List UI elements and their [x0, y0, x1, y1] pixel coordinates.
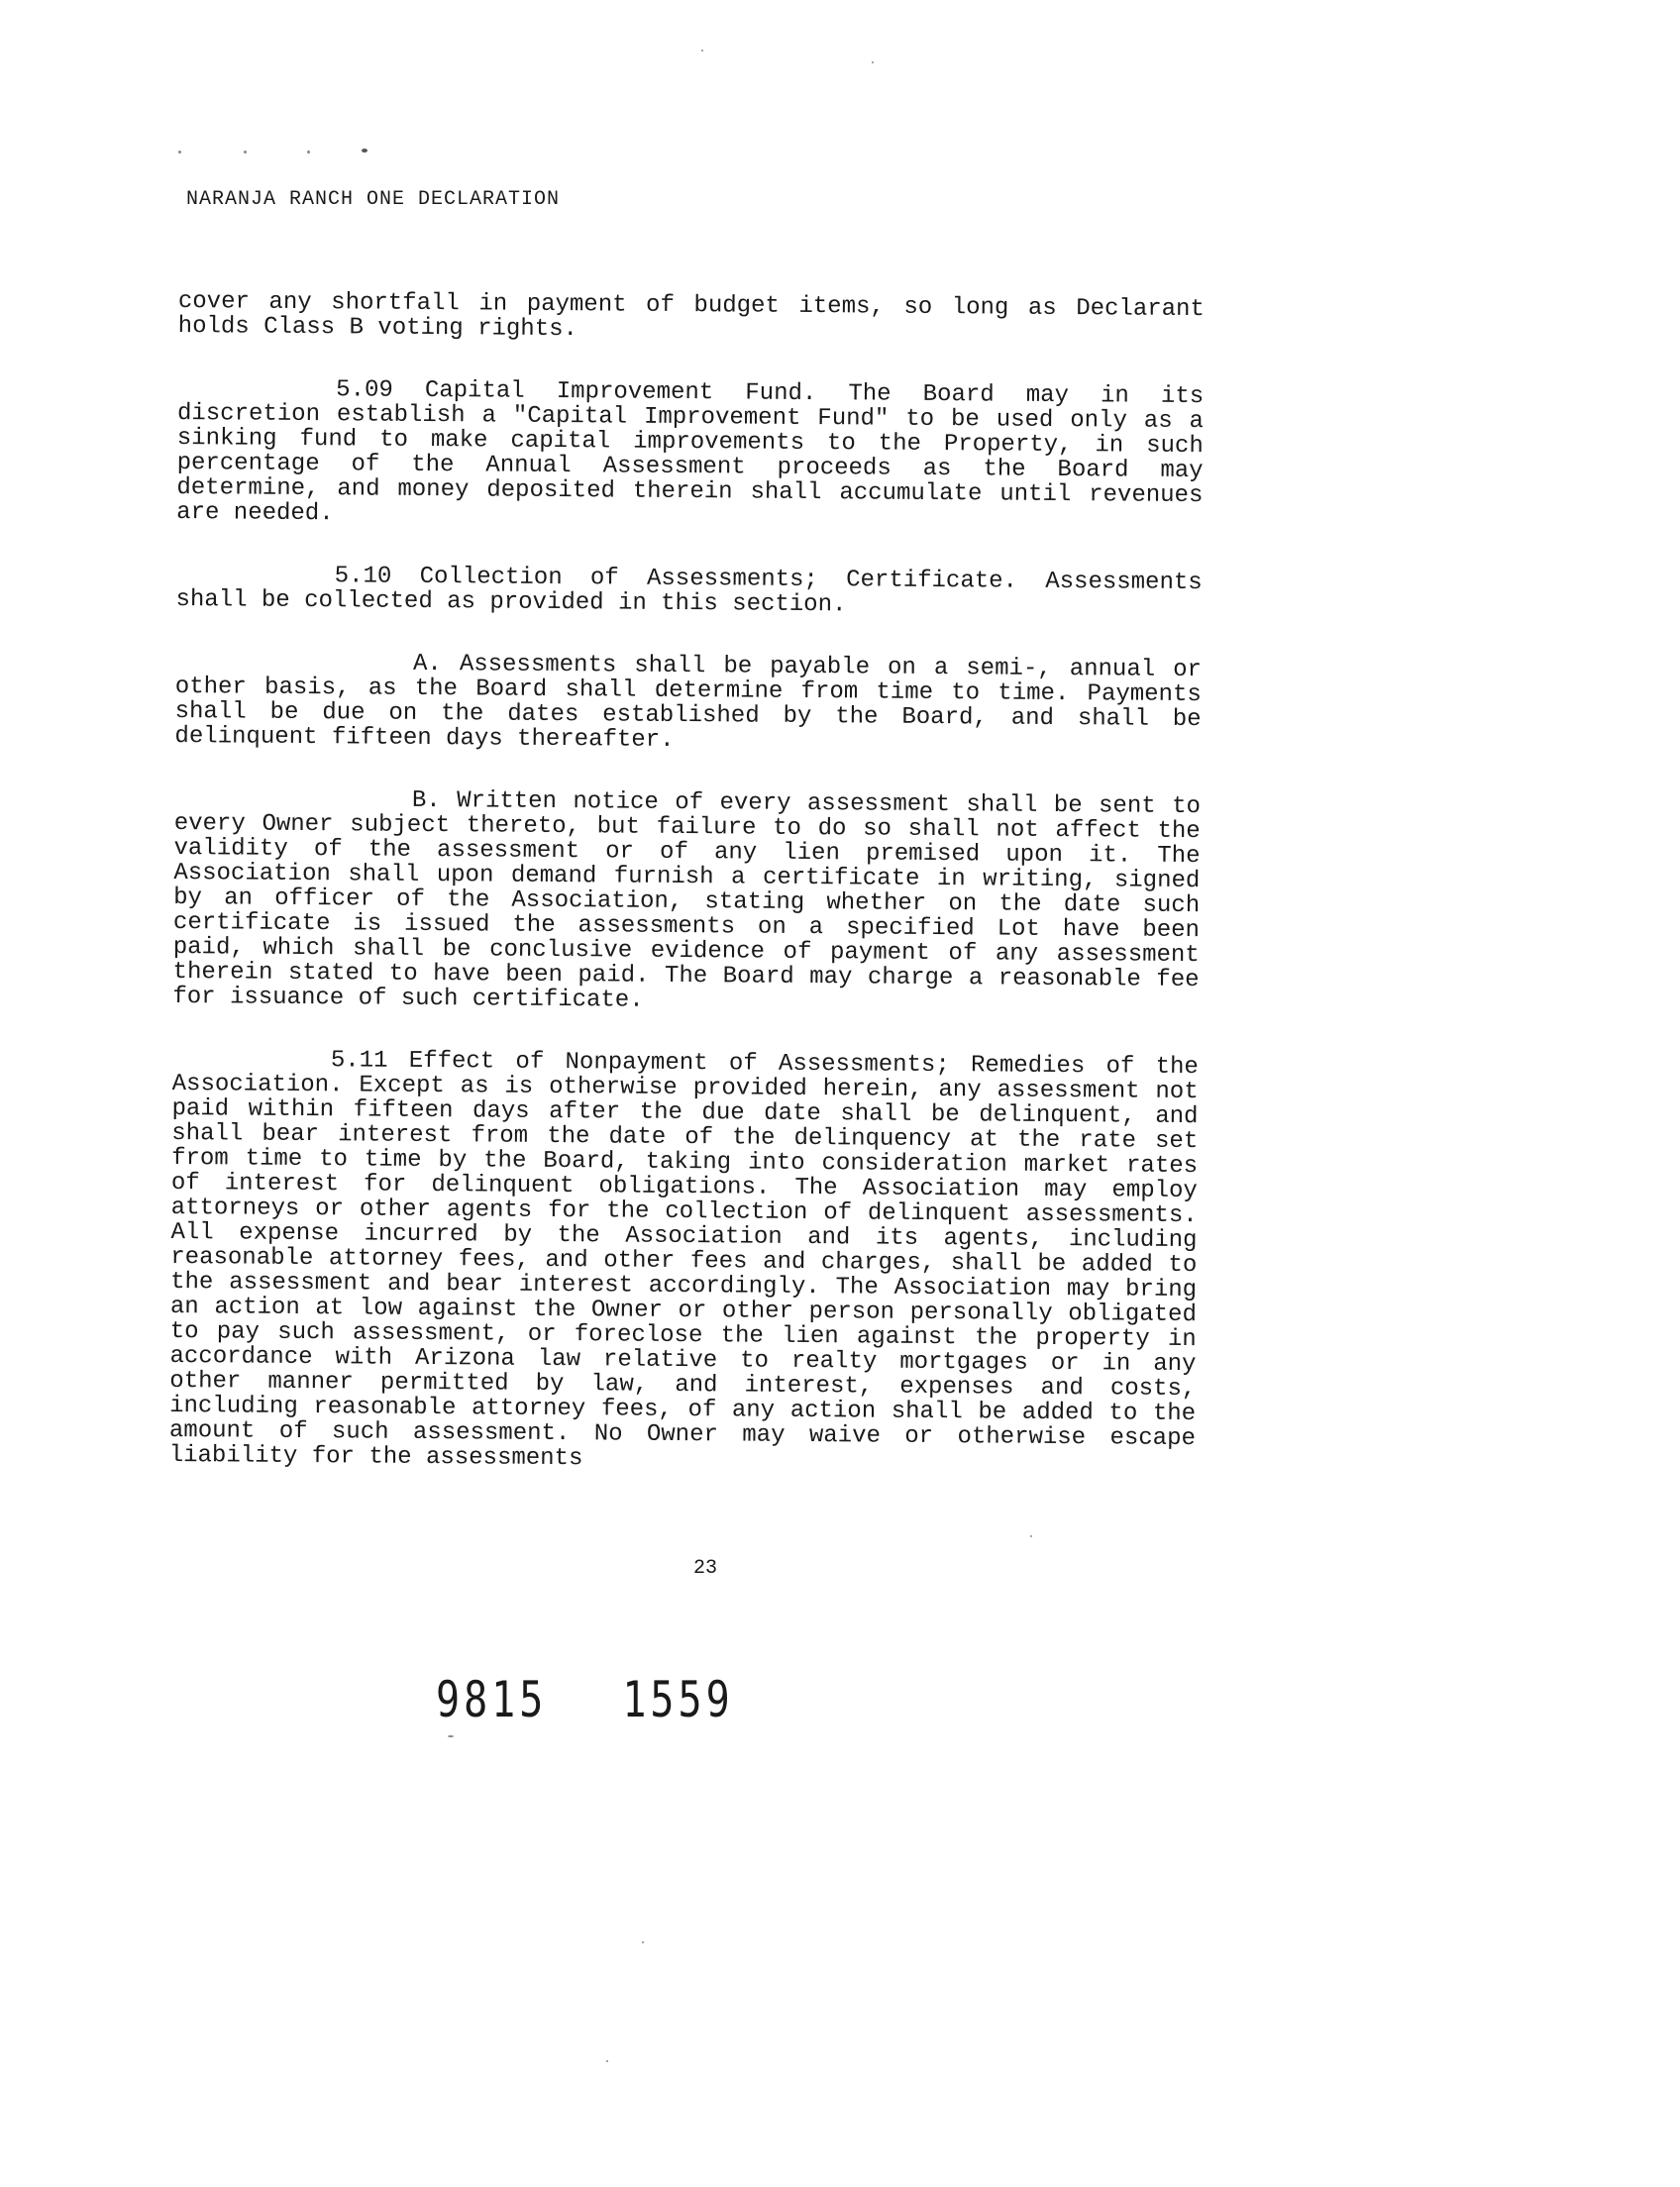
scan-speck [307, 151, 310, 154]
paragraph-5-10-a: A. Assessments shall be payable on a semi-, annual or other basis, as the Board shall determine from time to time. Payments shall be due on the dates established by the Board, and shall be delinquent fifteen days thereafter. [174, 650, 1203, 754]
scan-speck [642, 1941, 644, 1943]
paragraph-5-10: 5.10 Collection of Assessments; Certificate. Assessments shall be collected as provided in this section. [175, 563, 1203, 619]
scan-speck [1030, 1535, 1032, 1537]
stamp-docket: 9815 [436, 1672, 548, 1729]
scan-speck [362, 149, 368, 153]
scan-speck [448, 1735, 454, 1737]
recording-stamp [436, 1672, 734, 1729]
paragraph-5-09: 5.09 Capital Improvement Fund. The Board may in its discretion establish a "Capital Improvement Fund" to be used only as a sinking fund to make capital improvements to the Property, in such percentage of the Annual Assessment proceeds as the Board may determine, and money deposited therein shall accumulate until revenues are needed. [176, 376, 1205, 528]
scan-speck [244, 151, 247, 154]
paragraph-continuation: cover any shortfall in payment of budget items, so long as Declarant holds Class B voting rights. [177, 288, 1205, 344]
scan-speck [606, 2060, 608, 2062]
scan-speck [701, 50, 703, 52]
document-body [168, 289, 1205, 1513]
scan-speck [178, 151, 181, 154]
scan-speck [872, 61, 874, 63]
page-number: 23 [693, 1557, 718, 1580]
paragraph-5-10-b: B. Written notice of every assessment shall be sent to every Owner subject thereto, but failure to do so shall not affect the validity of the assessment or of any lien premised upon it. The Association shall upon demand furnish a certificate in writing, signed by an officer of the Association, stating whether on the date such certificate is issued the assessments on a specified Lot have been paid, which shall be conclusive evidence of payment of any assessment therein stated to have been paid. The Board may charge a reasonable fee for issuance of such certificate. [172, 786, 1202, 1014]
stamp-page: 1559 [622, 1672, 734, 1729]
paragraph-5-11: 5.11 Effect of Nonpayment of Assessments; Remedies of the Association. Except as is otherwise provided herein, any assessment not paid within fifteen days after the due date shall be delinquent, and shall bear interest from the date of the delinquency at the rate set from time to time by the Board, taking into consideration market rates of interest for delinquent obligations. The Association may employ attorneys or other agents for the collection of delinquent assessments. All expense incurred by the Association and its agents, including reasonable attorney fees, and other fees and charges, shall be added to the assessment and bear interest accordingly. The Association may bring an action at low against the Owner or other person personally obligated to pay such assessment, or foreclose the lien against the property in accordance with Arizona law relative to realty mortgages or in any other manner permitted by law, and interest, expenses and costs, including reasonable attorney fees, of any action shall be added to the amount of such assessment. No Owner may waive or otherwise escape liability for the assessments [168, 1047, 1199, 1473]
document-header: NARANJA RANCH ONE DECLARATION [186, 188, 561, 211]
